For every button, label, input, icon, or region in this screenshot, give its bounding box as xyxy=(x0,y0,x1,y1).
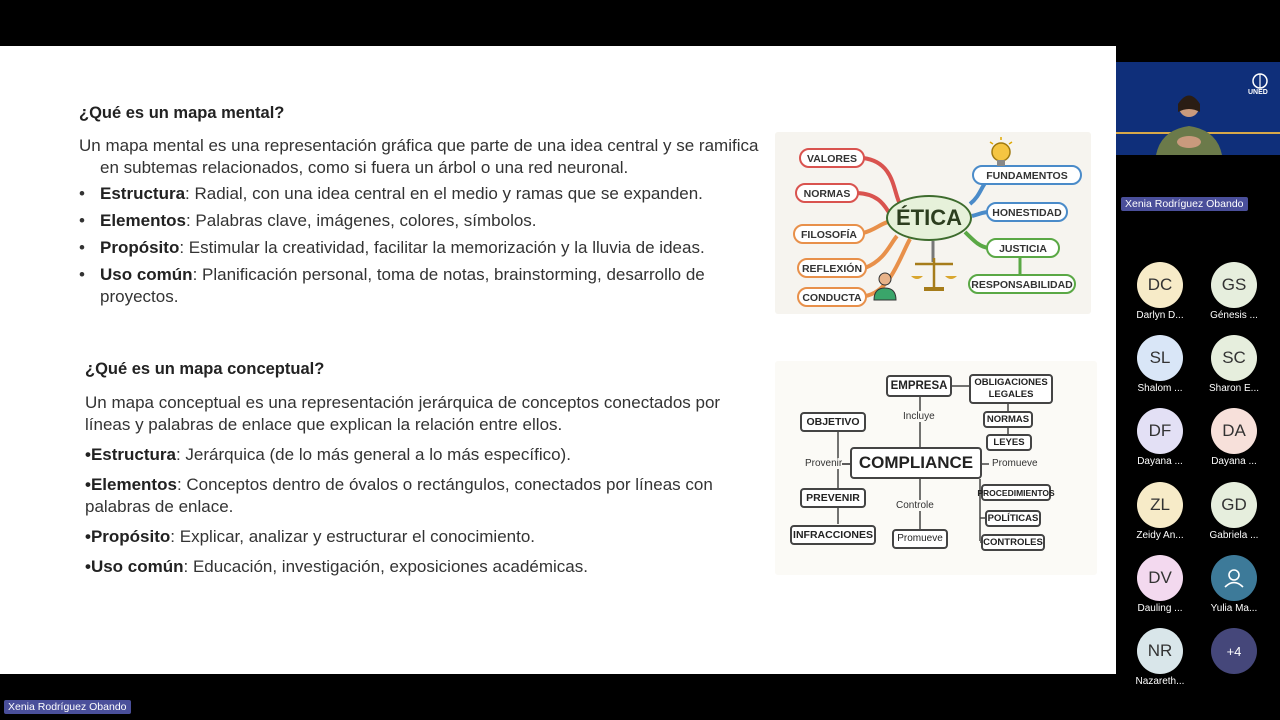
speaker-video-tile[interactable] xyxy=(1116,62,1280,155)
mind-map-intro: Un mapa mental es una representación gráfica que parte de una idea central y se ramifica en subtemas relacionados, como si fuera un árbol o una red neuronal. xyxy=(79,136,759,177)
participant-tile[interactable] xyxy=(1201,262,1267,321)
link-label: Provenir xyxy=(805,458,843,469)
section-body-mind-map xyxy=(79,135,759,313)
uned-logo-text: UNED xyxy=(1248,89,1268,96)
participant-tile[interactable] xyxy=(1127,555,1193,614)
section-title-mind-map: ¿Qué es un mapa mental? xyxy=(79,104,285,122)
participant-name: Gabriela ... xyxy=(1209,530,1259,541)
person-icon xyxy=(871,270,899,302)
concept-box: NORMAS xyxy=(983,411,1033,428)
avatar: DF xyxy=(1137,408,1183,454)
concept-box: PROCEDIMIENTOS xyxy=(981,484,1051,501)
mind-map-center-node: ÉTICA xyxy=(886,195,972,241)
section-body-concept-map xyxy=(85,392,745,586)
participant-name: Dauling ... xyxy=(1137,603,1183,614)
participant-tile[interactable] xyxy=(1201,335,1267,394)
avatar: ZL xyxy=(1137,482,1183,528)
link-label: Promueve xyxy=(992,458,1038,469)
participant-name: Génesis ... xyxy=(1210,310,1258,321)
mind-map-node: REFLEXIÓN xyxy=(797,258,867,278)
avatar: DA xyxy=(1211,408,1257,454)
participant-tile[interactable] xyxy=(1201,408,1267,467)
uned-logo-icon xyxy=(1251,72,1269,90)
concept-box: LEYES xyxy=(986,434,1032,451)
participant-name: Darlyn D... xyxy=(1136,310,1184,321)
link-label: Controle xyxy=(896,500,934,511)
participant-tile[interactable] xyxy=(1127,482,1193,541)
avatar: SL xyxy=(1137,335,1183,381)
participant-tile[interactable] xyxy=(1127,628,1193,687)
participant-tile[interactable] xyxy=(1201,482,1267,541)
concept-box: POLÍTICAS xyxy=(985,510,1041,527)
avatar: GS xyxy=(1211,262,1257,308)
mind-map-node: HONESTIDAD xyxy=(986,202,1068,222)
link-label: Incluye xyxy=(903,411,935,422)
avatar xyxy=(1211,555,1257,601)
participant-name: Shalom ... xyxy=(1137,383,1183,394)
avatar: NR xyxy=(1137,628,1183,674)
bottom-name-tag: Xenia Rodríguez Obando xyxy=(4,700,131,714)
mind-map-bullet: • Elementos: Palabras clave, imágenes, colores, símbolos. xyxy=(79,211,537,230)
concept-box: CONTROLES xyxy=(981,534,1045,551)
concept-box: INFRACCIONES xyxy=(790,525,876,545)
concept-map-center-box: COMPLIANCE xyxy=(850,447,982,479)
participant-tile[interactable] xyxy=(1127,408,1193,467)
concept-map-bullet: •Propósito: Explicar, analizar y estructurar el conocimiento. xyxy=(85,527,536,546)
avatar: GD xyxy=(1211,482,1257,528)
participant-name: Nazareth... xyxy=(1135,676,1185,687)
concept-box: OBJETIVO xyxy=(800,412,866,432)
avatar: SC xyxy=(1211,335,1257,381)
concept-box: EMPRESA xyxy=(886,375,952,397)
participant-name: Sharon E... xyxy=(1208,383,1260,394)
mind-map-node: VALORES xyxy=(799,148,865,168)
section-title-concept-map: ¿Qué es un mapa conceptual? xyxy=(85,360,325,378)
mind-map-bullet: • Estructura: Radial, con una idea central en el medio y ramas que se expanden. xyxy=(79,184,703,203)
speaker-name-tag: Xenia Rodríguez Obando xyxy=(1121,197,1248,211)
participant-name: Zeidy An... xyxy=(1136,530,1184,541)
lightbulb-icon xyxy=(987,136,1017,172)
participant-name: Dayana ... xyxy=(1211,456,1257,467)
concept-map-intro: Un mapa conceptual es una representación jerárquica de conceptos conectados por líneas y palabras de enlace que explican la relación entre ellos. xyxy=(85,393,721,434)
participant-tile[interactable] xyxy=(1127,262,1193,321)
concept-box: Promueve xyxy=(892,529,948,549)
concept-box: OBLIGACIONES LEGALES xyxy=(969,374,1053,404)
mind-map-illustration xyxy=(775,132,1091,314)
concept-map-bullet: •Uso común: Educación, investigación, exposiciones académicas. xyxy=(85,557,588,576)
concept-map-bullet: •Estructura: Jerárquica (de lo más general a lo más específico). xyxy=(85,445,571,464)
mind-map-bullet: • Uso común: Planificación personal, toma de notas, brainstorming, desarrollo de proyectos. xyxy=(79,265,705,306)
participant-tile[interactable] xyxy=(1127,335,1193,394)
mind-map-node: NORMAS xyxy=(795,183,859,203)
participant-name: Dayana ... xyxy=(1137,456,1183,467)
concept-box: PREVENIR xyxy=(800,488,866,508)
more-participants-button[interactable] xyxy=(1201,628,1267,674)
mind-map-node: CONDUCTA xyxy=(797,287,867,307)
mind-map-node: FUNDAMENTOS xyxy=(972,165,1082,185)
scales-of-justice-icon xyxy=(909,254,959,294)
avatar: DC xyxy=(1137,262,1183,308)
mind-map-bullet: • Propósito: Estimular la creatividad, facilitar la memorización y la lluvia de ideas. xyxy=(79,238,705,257)
avatar: DV xyxy=(1137,555,1183,601)
concept-map-bullet: •Elementos: Conceptos dentro de óvalos o rectángulos, conectados por líneas con palabras de enlace. xyxy=(85,475,713,516)
mind-map-node: FILOSOFÍA xyxy=(793,224,865,244)
participant-tile[interactable] xyxy=(1201,555,1267,614)
avatar: +4 xyxy=(1211,628,1257,674)
mind-map-node: RESPONSABILIDAD xyxy=(968,274,1076,294)
person-icon xyxy=(1223,568,1245,588)
mind-map-node: JUSTICIA xyxy=(986,238,1060,258)
concept-map-illustration xyxy=(775,361,1097,575)
participant-name: Yulia Ma... xyxy=(1210,603,1258,614)
